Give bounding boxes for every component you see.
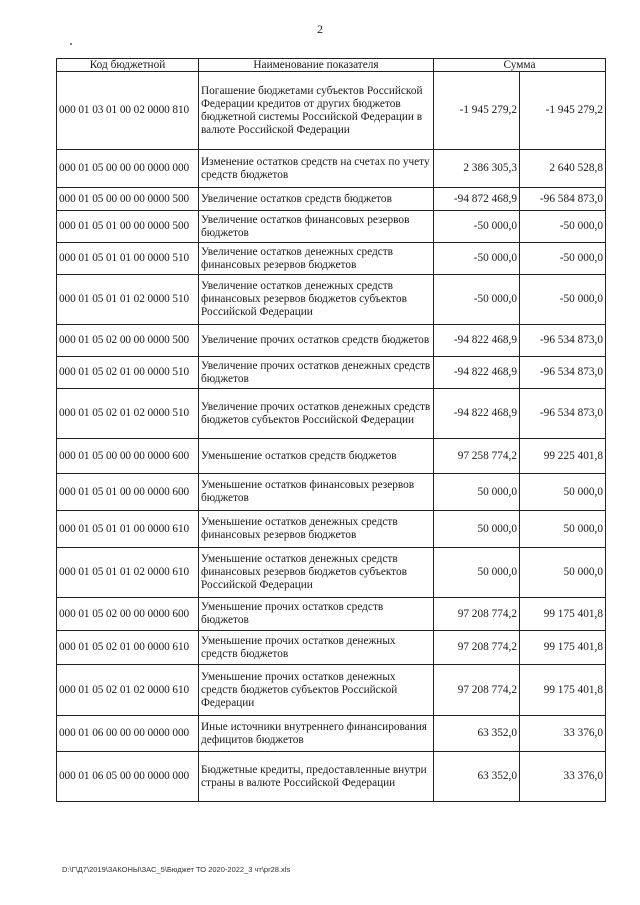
- row-name: Увеличение остатков денежных средств финансовых резервов бюджетов: [199, 243, 434, 275]
- table-row: [57, 631, 606, 665]
- row-code: 000 01 05 01 01 00 0000 510: [57, 243, 199, 275]
- row-value-1: 97 258 774,2: [434, 439, 520, 474]
- header-name: Наименование показателя: [199, 59, 434, 72]
- row-name: Увеличение прочих остатков денежных средств бюджетов субъектов Российской Федерации: [199, 389, 434, 439]
- row-code: 000 01 03 01 00 02 0000 810: [57, 72, 199, 150]
- page-number: 2: [317, 22, 323, 36]
- row-value-1: 97 208 774,2: [434, 665, 520, 716]
- row-value-1: -50 000,0: [434, 275, 520, 325]
- row-name: Погашение бюджетами субъектов Российской Федерации кредитов от других бюджетов бюджетной системы Российской Федерации в валюте Российской Федерации: [199, 72, 434, 150]
- table-row: [57, 243, 606, 275]
- row-code: 000 01 05 00 00 00 0000 500: [57, 188, 199, 211]
- row-name: Увеличение остатков средств бюджетов: [199, 188, 434, 211]
- row-value-2: 50 000,0: [520, 474, 606, 511]
- row-value-1: 50 000,0: [434, 548, 520, 598]
- row-value-2: 33 376,0: [520, 716, 606, 752]
- row-code: 000 01 05 01 01 02 0000 510: [57, 275, 199, 325]
- row-name: Увеличение остатков денежных средств финансовых резервов бюджетов субъектов Российской Федерации: [199, 275, 434, 325]
- table-row: [57, 357, 606, 389]
- row-value-1: -50 000,0: [434, 211, 520, 243]
- header-code: Код бюджетной: [57, 59, 199, 72]
- table-row: [57, 474, 606, 511]
- table-row: [57, 188, 606, 211]
- row-value-2: 99 175 401,8: [520, 665, 606, 716]
- header-sum: Сумма: [434, 59, 606, 72]
- row-code: 000 01 05 02 00 00 0000 600: [57, 598, 199, 631]
- row-value-1: -94 822 468,9: [434, 389, 520, 439]
- row-value-1: 97 208 774,2: [434, 598, 520, 631]
- row-value-2: 50 000,0: [520, 548, 606, 598]
- row-name: Увеличение прочих остатков денежных средств бюджетов: [199, 357, 434, 389]
- table-row: [57, 439, 606, 474]
- row-value-2: -50 000,0: [520, 243, 606, 275]
- row-name: Уменьшение прочих остатков денежных средств бюджетов: [199, 631, 434, 665]
- row-code: 000 01 05 02 00 00 0000 500: [57, 325, 199, 357]
- row-value-2: 99 175 401,8: [520, 631, 606, 665]
- row-code: 000 01 05 00 00 00 0000 600: [57, 439, 199, 474]
- row-value-1: -50 000,0: [434, 243, 520, 275]
- row-value-1: -1 945 279,2: [434, 72, 520, 150]
- row-value-2: 99 225 401,8: [520, 439, 606, 474]
- table-row: [57, 275, 606, 325]
- row-code: 000 01 05 02 01 00 0000 610: [57, 631, 199, 665]
- row-code: 000 01 05 00 00 00 0000 000: [57, 150, 199, 188]
- row-name: Изменение остатков средств на счетах по учету средств бюджетов: [199, 150, 434, 188]
- row-value-2: -96 534 873,0: [520, 357, 606, 389]
- file-path-footer: D:\Г\Д7\2019\ЗАКОНЫ\ЗАС_5\Бюджет ТО 2020-2022_3 чт\pr28.xls: [62, 865, 291, 874]
- row-value-1: 97 208 774,2: [434, 631, 520, 665]
- row-value-1: 63 352,0: [434, 716, 520, 752]
- row-code: 000 01 05 01 00 00 0000 600: [57, 474, 199, 511]
- table-row: [57, 665, 606, 716]
- row-name: Увеличение прочих остатков средств бюджетов: [199, 325, 434, 357]
- table-row: [57, 752, 606, 802]
- table-row: [57, 389, 606, 439]
- row-value-1: -94 822 468,9: [434, 357, 520, 389]
- table-row: [57, 325, 606, 357]
- row-value-1: 50 000,0: [434, 474, 520, 511]
- row-value-2: -50 000,0: [520, 211, 606, 243]
- scan-speck: [70, 43, 72, 45]
- row-value-2: -96 584 873,0: [520, 188, 606, 211]
- row-name: Уменьшение остатков денежных средств финансовых резервов бюджетов: [199, 511, 434, 548]
- table-header-row: [57, 59, 606, 72]
- row-value-2: 99 175 401,8: [520, 598, 606, 631]
- row-value-2: 33 376,0: [520, 752, 606, 802]
- row-name: Иные источники внутреннего финансирования дефицитов бюджетов: [199, 716, 434, 752]
- table-row: [57, 72, 606, 150]
- row-value-2: -1 945 279,2: [520, 72, 606, 150]
- row-value-2: -96 534 873,0: [520, 325, 606, 357]
- row-code: 000 01 06 05 00 00 0000 000: [57, 752, 199, 802]
- row-code: 000 01 05 01 00 00 0000 500: [57, 211, 199, 243]
- row-code: 000 01 05 02 01 00 0000 510: [57, 357, 199, 389]
- table-row: [57, 598, 606, 631]
- row-value-1: 63 352,0: [434, 752, 520, 802]
- row-value-2: -96 534 873,0: [520, 389, 606, 439]
- row-value-1: -94 872 468,9: [434, 188, 520, 211]
- row-code: 000 01 05 01 01 02 0000 610: [57, 548, 199, 598]
- table-row: [57, 548, 606, 598]
- row-code: 000 01 05 02 01 02 0000 510: [57, 389, 199, 439]
- row-value-2: 2 640 528,8: [520, 150, 606, 188]
- row-value-1: 50 000,0: [434, 511, 520, 548]
- table-row: [57, 211, 606, 243]
- table-body: [57, 72, 606, 802]
- row-name: Уменьшение прочих остатков денежных средств бюджетов субъектов Российской Федерации: [199, 665, 434, 716]
- row-name: Уменьшение остатков финансовых резервов бюджетов: [199, 474, 434, 511]
- row-code: 000 01 05 01 01 00 0000 610: [57, 511, 199, 548]
- row-name: Уменьшение остатков денежных средств финансовых резервов бюджетов субъектов Российской Федерации: [199, 548, 434, 598]
- row-name: Уменьшение прочих остатков средств бюджетов: [199, 598, 434, 631]
- row-value-2: 50 000,0: [520, 511, 606, 548]
- row-code: 000 01 05 02 01 02 0000 610: [57, 665, 199, 716]
- table-row: [57, 150, 606, 188]
- row-code: 000 01 06 00 00 00 0000 000: [57, 716, 199, 752]
- row-value-1: 2 386 305,3: [434, 150, 520, 188]
- row-name: Уменьшение остатков средств бюджетов: [199, 439, 434, 474]
- row-name: Бюджетные кредиты, предоставленные внутри страны в валюте Российской Федерации: [199, 752, 434, 802]
- budget-table: [56, 58, 606, 802]
- table-row: [57, 716, 606, 752]
- row-value-2: -50 000,0: [520, 275, 606, 325]
- row-value-1: -94 822 468,9: [434, 325, 520, 357]
- table-row: [57, 511, 606, 548]
- row-name: Увеличение остатков финансовых резервов бюджетов: [199, 211, 434, 243]
